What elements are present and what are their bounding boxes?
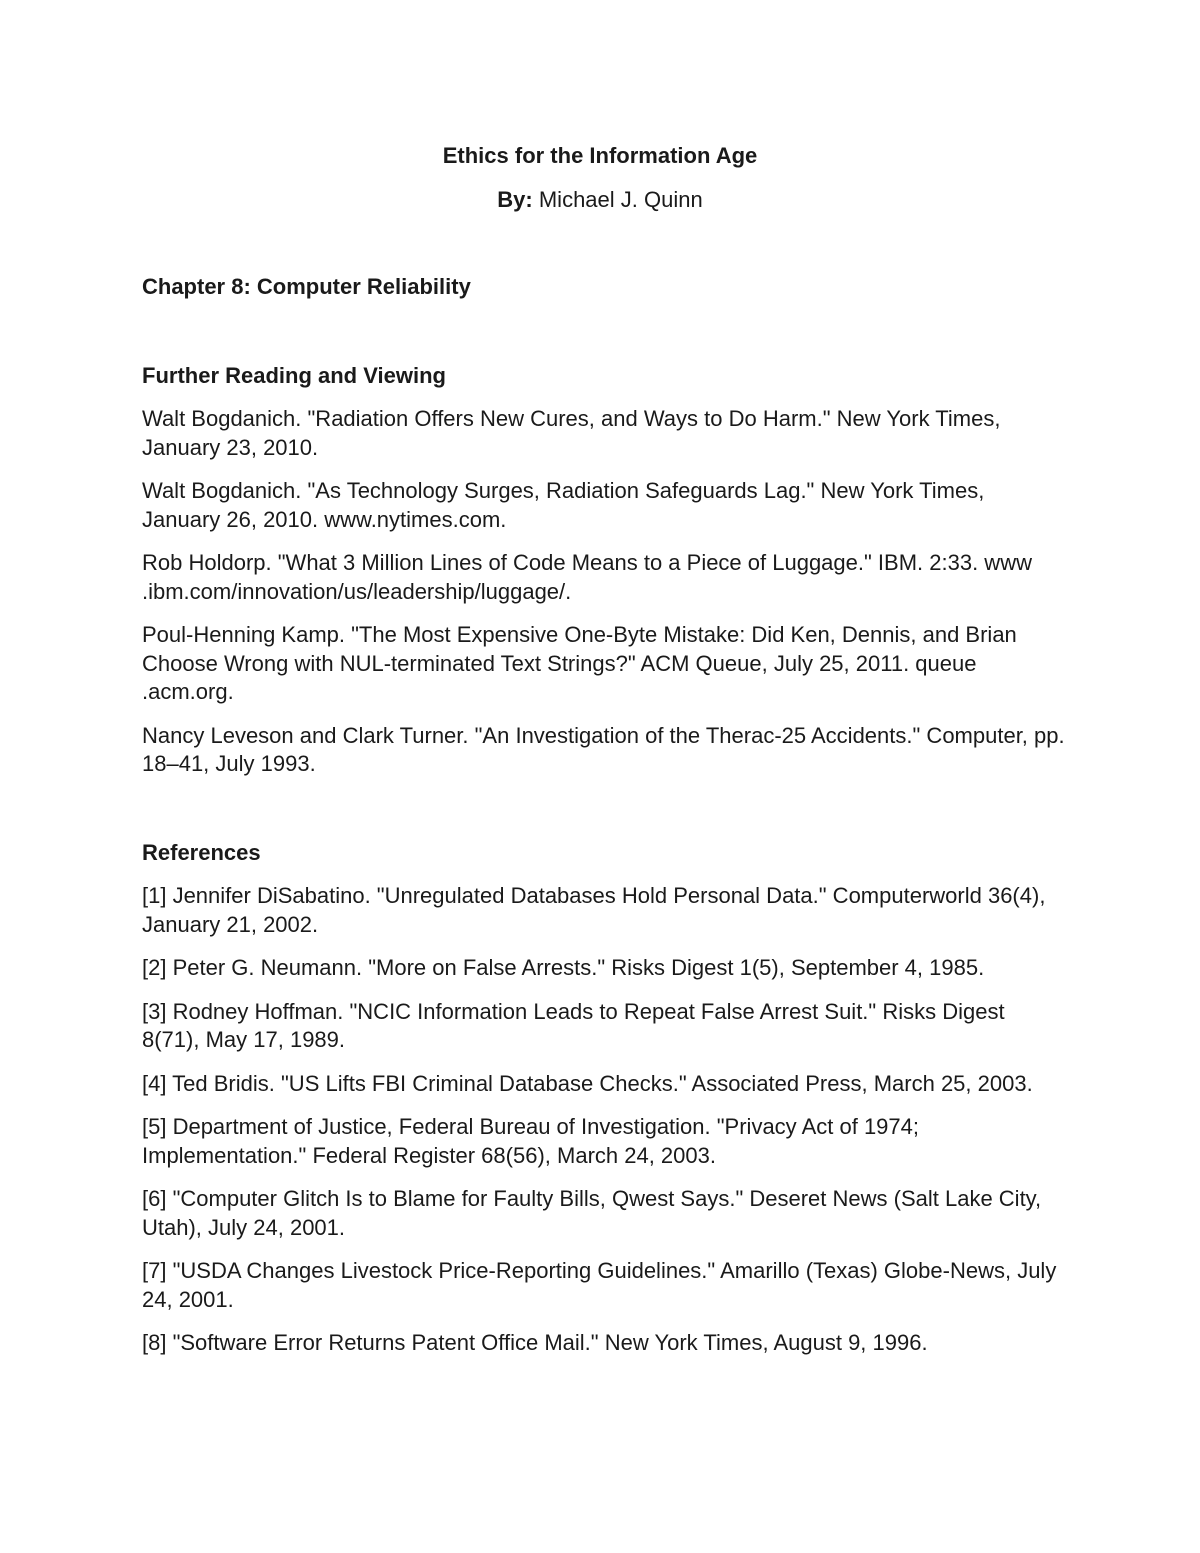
further-reading-section bbox=[142, 361, 1067, 794]
document-title: Ethics for the Information Age bbox=[442, 143, 758, 168]
further-reading-entry: Nancy Leveson and Clark Turner. "An Investigation of the Therac-25 Accidents." Computer, pp. 18–41, July 1993. bbox=[142, 722, 1065, 776]
further-reading-entry: Poul-Henning Kamp. "The Most Expensive One-Byte Mistake: Did Ken, Dennis, and Brian Choose Wrong with NUL-terminated Text Strings?" ACM Queue, July 25, 2011. queue .acm.org. bbox=[142, 622, 1017, 704]
chapter-heading: Chapter 8: Computer Reliability bbox=[142, 274, 471, 299]
reference-entry: [4] Ted Bridis. "US Lifts FBI Criminal Database Checks." Associated Press, March 25, 2003. bbox=[142, 1070, 1033, 1096]
byline bbox=[0, 185, 1200, 215]
reference-entry: [8] "Software Error Returns Patent Office Mail." New York Times, August 9, 1996. bbox=[142, 1330, 928, 1355]
references-heading: References bbox=[142, 840, 261, 865]
byline-label: By: bbox=[497, 187, 533, 212]
references-section bbox=[142, 838, 1067, 1373]
reference-entry: [5] Department of Justice, Federal Bureau of Investigation. "Privacy Act of 1974; Implementation." Federal Register 68(56), March 24, 2003. bbox=[142, 1114, 919, 1168]
further-reading-entry: Walt Bogdanich. "As Technology Surges, Radiation Safeguards Lag." New York Times, January 26, 2010. www.nytimes.com. bbox=[142, 478, 985, 532]
reference-entry: [6] "Computer Glitch Is to Blame for Faulty Bills, Qwest Says." Deseret News (Salt Lake City, Utah), July 24, 2001. bbox=[142, 1186, 1042, 1240]
further-reading-entry: Walt Bogdanich. "Radiation Offers New Cures, and Ways to Do Harm." New York Times, January 23, 2010. bbox=[142, 406, 1001, 460]
reference-entry: [3] Rodney Hoffman. "NCIC Information Leads to Repeat False Arrest Suit." Risks Digest 8(71), May 17, 1989. bbox=[142, 998, 1005, 1052]
further-reading-heading: Further Reading and Viewing bbox=[142, 363, 446, 388]
reference-entry: [1] Jennifer DiSabatino. "Unregulated Databases Hold Personal Data." Computerworld 36(4), January 21, 2002. bbox=[142, 883, 1046, 937]
reference-entry: [2] Peter G. Neumann. "More on False Arrests." Risks Digest 1(5), September 4, 1985. bbox=[142, 955, 985, 980]
byline-author: Michael J. Quinn bbox=[538, 187, 703, 212]
further-reading-entry: Rob Holdorp. "What 3 Million Lines of Code Means to a Piece of Luggage." IBM. 2:33. www .ibm.com/innovation/us/leadership/luggage/. bbox=[142, 550, 1032, 604]
reference-entry: [7] "USDA Changes Livestock Price-Reporting Guidelines." Amarillo (Texas) Globe-News, July 24, 2001. bbox=[142, 1258, 1057, 1312]
